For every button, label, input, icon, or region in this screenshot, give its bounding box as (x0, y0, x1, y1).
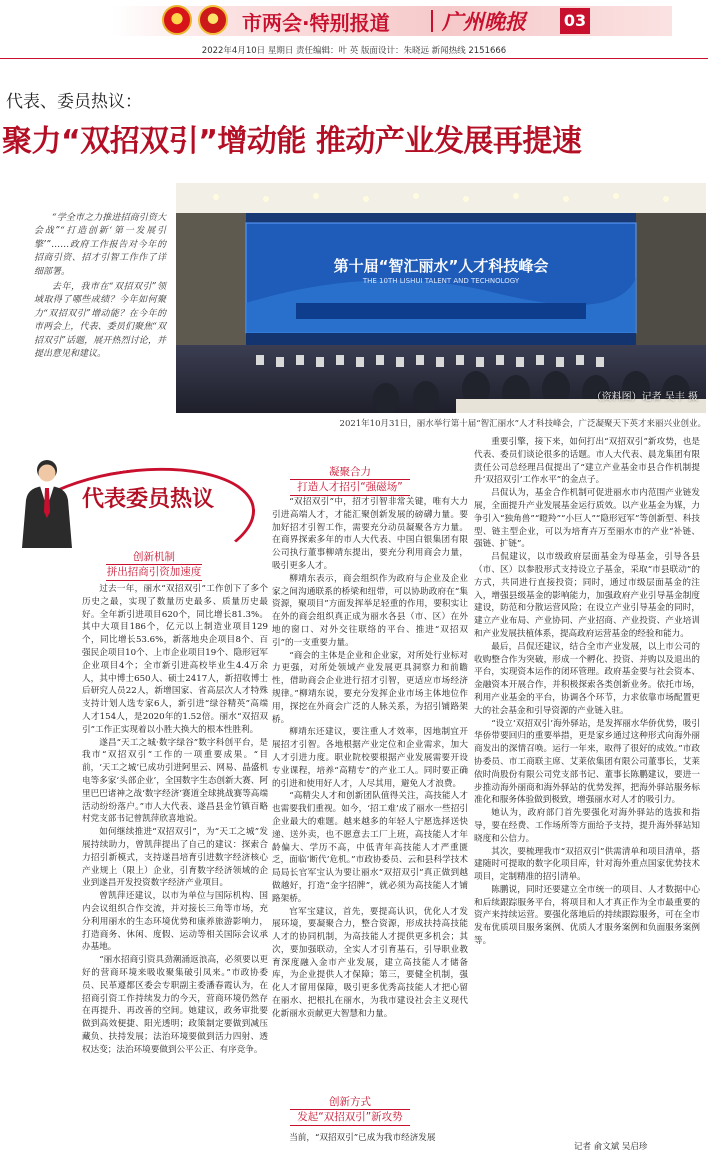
paragraph: “高精尖人才和创新团队值得关注，高技能人才也需要我们重视。如今，‘招工难’成了丽水一些招引企业最大的难题。越来越多的年轻人宁愿选择送快递、送外卖，也不愿意去工厂上班，高技能人才年龄偏大、学历不高，中低青年高技能人才严重匮乏，面临‘断代’危机。”市政协委员、云和县科学技术局局长官军宝认为要让丽水“双招双引”真正做到越做越好，打造“金字招牌”，就必须为高技能人才铺路架桥。 (272, 791, 468, 904)
paragraph: 柳靖东表示，商会组织作为政府与企业及企业家之间沟通联系的桥梁和纽带，可以协助政府在“集资源，聚项目”方面发挥举足轻重的作用，要积实让在外的商会组织真正成为丽水各县（市、区）在外地的窗口、对外交往联络的平台、推进“双招双引”的一支重要力量。 (272, 573, 468, 648)
section-head-label: 凝聚合力 (329, 466, 371, 478)
paragraph: 陈鹏说，同时还要建立全市统一的项目、人才数据中心和后续跟踪服务平台，将项目和人才真正作为全市最重要的资产来持续运营。要强化落地后的持续跟踪服务，可在全市发布优质项目服务案例、优质人才服务案例和负面服务案例等。 (474, 884, 700, 947)
screen-subtitle: THE 10TH LISHUI TALENT AND TECHNOLOGY (362, 277, 520, 285)
date-line: 2022年4月10日 星期日 责任编辑：叶 英 版面设计：朱晓远 新闻热线 2151666 (201, 46, 507, 56)
speaker-figure-icon (18, 456, 76, 548)
paragraph: 当前，“双招双引”已成为我市经济发展 (289, 1133, 436, 1143)
lead-text (34, 212, 166, 363)
masthead (0, 0, 708, 42)
paragraph: 过去一年，丽水“双招双引”工作创下了多个历史之最，实现了数量历史最多、质量历史最好。全年新引进项目620个，同比增长81.3%。其中大项目186个，亿元以上制造业项目129个，同比增长53.6%，新落地央企项目8个、百强民企项目10个、上市企业项目19个、隐形冠军企业项目4个；全市新引进高校毕业生4.4万余人，其中博士650人、硕士2417人，新招收博士后研究人员22人，新增国家、省高层次人才特殊支持计划人选专家6人，新引进“绿谷精英”高端人才154人，是2020年的1.52倍。丽水“双招双引”工作正实现着以小胜大换大的根本性胜利。 (82, 584, 268, 735)
paragraph: 遂昌“天工之城·数字绿谷”数字科创平台，是我市“双招双引”工作的一项重要成果。“目前，‘天工之城’已成功引进阿里云、网易、晶盛机电等多家‘头部企业’，全国数字生态创新大赛、阿里巴巴诸神之战‘数字经济’赛道全球挑战赛等高端活动纷纷落户。”市人大代表、遂昌县金竹镇百略村党支部书记曾凯萍欣喜地说。 (82, 737, 268, 825)
newspaper-name: 广州晚报 (442, 9, 526, 34)
byline: 记者 俞文斌 吴启珍 (574, 1142, 648, 1152)
section-head-1 (106, 551, 202, 581)
paragraph: 其次，要梳理我市“双招双引”供需清单和项目清单，搭建随时可提取的数字化项目库，针对海外重点国家优势技术项目，定制精准的招引清单。 (474, 846, 700, 883)
column-2-bottom (272, 1132, 468, 1158)
paragraph: 曾凯萍还建议，以市为单位与国际机构、国内会议组织合作交流，并对接长三角等市场，充分利用丽水的生态环境优势和康养旅游影响力，打造商务、休闲、度假、运动等相关国际会议承办基地。 (82, 891, 268, 953)
paragraph: 如何继续推进“双招双引”，为“天工之城”发展持续助力，曾凯萍提出了自己的建议：探索合力招引新模式，支持遂昌培育引进数字经济核心产业规上（限上）企业，引育数字经济领域的企业到遂昌开发投资数字经济产业项目。 (82, 827, 268, 889)
national-emblem-icon (162, 5, 192, 35)
paragraph: 吕侃建议，以市级政府层面基金为母基金，引导各县（市、区）以参股形式支持设立子基金，采取“市县联动”的方式，共同进行直接投资；同时，通过市级层面基金的注入，增强县级基金的影响能力，加强政府产业引导基金制度建设，防范和分散运营风险；在设立产业引导基金的同时，建立产业布局、产业协同、产业招商、产业投资、产业培训和产业发展扶植体系，提高政府运营基金的经验和能力。 (474, 552, 700, 639)
column-1 (82, 583, 268, 1155)
section-head-label: 创新方式 (329, 1096, 371, 1108)
masthead-divider (431, 10, 433, 32)
section-head-2 (290, 466, 410, 496)
headline: 聚力“双招双引”增动能 推动产业发展再提速 (2, 124, 582, 159)
event-photo (176, 183, 706, 413)
paragraph: 吕侃认为，基金合作机制可促进丽水市内范围产业链发展，全面提升产业发展基金运行质效。以产业基金为媒，力争引入“独角兽”“瞪羚”“小巨人”“隐形冠军”等创新型、科技型、链主型企业，可以为培育卉万至丽水市的产业“补链、强链、扩链”。 (474, 488, 700, 550)
section-head-3 (290, 1096, 410, 1126)
kicker: 代表、委员热议： (6, 92, 142, 112)
paragraph: 官军宝建议，首先，要提高认识，优化人才发展环境，要凝聚合力，整合资源，形成扶持高技能人才的协同机制，为高技能人才提供更多机会；其次，要加强联动，全实人才引育基石，引导职业教育深度融入金市产业发展，建立高技能人才储备库，为企业提供人才保障；第三，要健全机制，强化人才留用保障，吸引更多优秀高技能人才把心留在丽水、把根扎在丽水，为我市建设社会主义现代化新丽水贡献更大智慧和力量。 (272, 906, 468, 1019)
section-head-label: 创新机制 (133, 551, 175, 563)
paragraph: “双招双引”中，招才引智非常关键，唯有大力引进高端人才，才能汇聚创新发展的磅礴力量。要加好招才引智工作，需要充分动员凝聚各方力量。在商界探索多年的市人大代表、中国白银集团有限公司执行董事柳靖东提出，要充分利用商会力量，吸引更多人才。 (272, 497, 468, 571)
top-rule (0, 58, 708, 59)
paragraph: 重要引擎，接下来，如何打出“双招双引”新攻势，也是代表、委员们谈论很多的话题。市人大代表、晨龙集团有限责任公司总经理吕侃提出了“建立产业基金市县合作机制提升‘双招双引’工作水平”的金点子。 (474, 437, 700, 486)
lead-paragraph: 去年，我市在“双招双引”领域取得了哪些成绩？今年如何聚力“双招双引”增动能？在今年的市两会上，代表、委员们聚焦“双招双引”话题，展开热烈讨论，并提出意见和建议。 (34, 282, 166, 360)
event-photo-illustration (176, 183, 706, 413)
section-head-subtitle: 拼出招商引资加速度 (106, 564, 202, 581)
paragraph: “设立‘双招双引’海外驿站，是发挥丽水华侨优势，吸引华侨带要回归的重要举措，更是家乡通过这种形式向海外丽商发出的深情召唤。运行一年来，取得了很好的成效。”市政协委员、市工商联主席、艾莱依集团有限公司董事长，艾莱依时尚股份有限公司党支部书记、董事长陈鹏建议，要进一步推动海外丽商和海外驿站的优势发挥，把海外驿站服务标准化和服务体验做到极致，增强丽水对人才的吸引力。 (474, 718, 700, 806)
photo-credit: （资料图）记者 吴丰 摄 (591, 392, 698, 403)
lead-paragraph: “学全市之力推进招商引资大会战”“打造创新‘第一发展引擎’”……政府工作报告对今年的招商引资、招才引智工作作了详细部署。 (34, 213, 166, 277)
column-3 (474, 436, 700, 1138)
section-head-subtitle: 打造人才招引“强磁场” (290, 479, 410, 496)
paragraph: “商会的主体是企业和企业家，对所处行业标对力更强，对所处领域产业发展更具洞察力和前瞻性，借助商会企业进行招才引智，更适应市场经济规律。”柳靖东说，要充分发挥企业市场主体地位作用，探挖在外商会广泛的人脉关系，为招引铺路架桥。 (272, 650, 468, 725)
paragraph: 最后，吕侃还建议，结合全市产业发展，以上市公司的收购整合作为突破，形成一个孵化、投资、并购以及退出的平台，实现资本运作的闭环管理。政府基金要与社会资本、金融资本开展合作，并积极探索各类创新业务。依托市场，利用产业基金的平台，协调各个环节，力求依靠市场配置更大的社会基金和引导资源的产业链入驻。 (474, 641, 700, 716)
paragraph: “丽水招商引资具劲潮涌返浪高，必须要以更好的营商环境来吸收聚集破引凤来。”市政协委员、民革遵都区委会专职副主委潘春霞认为，在招商引资工作持续发力的今天，营商环境仍然存在再提升、再改善的空间。她建议，政务审批要做到高效便捷、阳光透明；政策制定要做到减压藏负、扶持发展；法治环境要做到活力四射、透权达变；法治环境要做到公平公正、有序竞争。 (82, 955, 268, 1055)
column-2 (272, 496, 468, 1094)
badge-title: 代表委员热议 (82, 487, 215, 512)
paragraph: 柳靖东还建议，要注重人才效率，因地制宜开展招才引智。各地根据产业定位和企业需求，加大人才引进力度。职业院校要根据产业发展需要开设专业课程，培养“高精专”的产业工人。同时要正确的引进和使用好人才，人尽其用，避免人才浪费。 (272, 727, 468, 789)
page-number: 03 (560, 8, 590, 34)
section-title: 市两会·特别报道 (242, 11, 390, 35)
photo-caption: 2021年10月31日，丽水举行第十届“智汇丽水”人才科技峰会，广泛凝聚天下英才来丽兴业创业。 (339, 419, 706, 429)
screen-title: 第十届“智汇丽水”人才科技峰会 (333, 257, 549, 275)
section-head-subtitle: 发起“双招双引”新攻势 (290, 1109, 410, 1126)
paragraph: 她认为，政府部门首先要强化对海外驿站的选拔和指导，要在经费、工作场所等方面给予支持，提升海外驿站知晓度和公信力。 (474, 808, 700, 844)
cppcc-emblem-icon (198, 5, 228, 35)
